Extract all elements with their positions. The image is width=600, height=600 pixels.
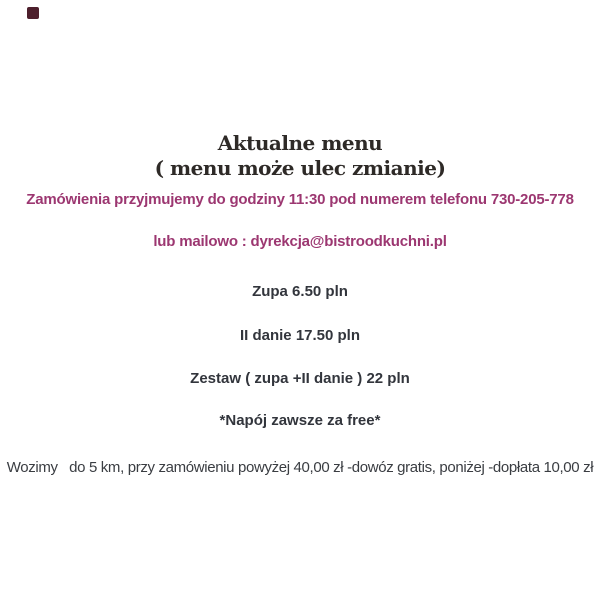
menu-item-set: Zestaw ( zupa +II danie ) 22 pln [190, 370, 410, 387]
menu-item-soup: Zupa 6.50 pln [252, 283, 348, 300]
corner-logo-square [27, 7, 39, 19]
order-info-text: Zamówienia przyjmujemy do godziny 11:30 pod numerem telefonu 730-205-778 [26, 191, 574, 208]
menu-item-free-drink-note: *Napój zawsze za free* [219, 412, 381, 429]
menu-item-main-course: II danie 17.50 pln [239, 327, 361, 344]
email-info-text: lub mailowo : dyrekcja@bistroodkuchni.pl [153, 233, 447, 250]
page-title: Aktualne menu [217, 131, 383, 155]
page-subtitle: ( menu może ulec zmianie) [154, 156, 446, 180]
delivery-info-text: Wozimy do 5 km, przy zamówieniu powyżej 40,00 zł -dowóz gratis, poniżej -dopłata 10,00 zł [6, 459, 594, 476]
